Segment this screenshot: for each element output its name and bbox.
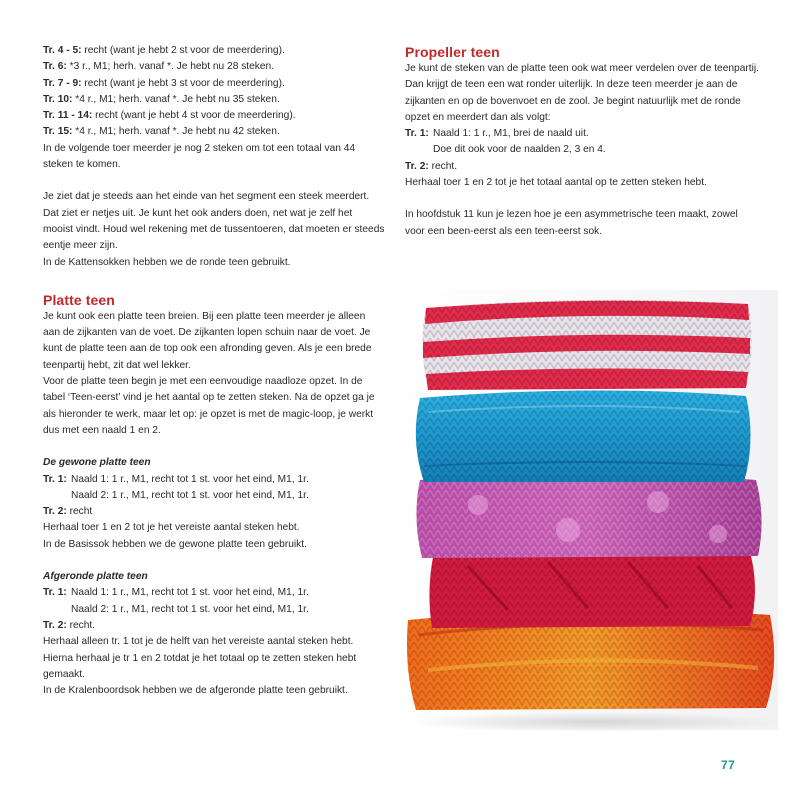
paragraph: Je kunt ook een platte teen breien. Bij een platte teen meerder je alleen aan de zijkanten van de voet. De zijkanten lopen schuin naar de voet. Je kunt de platte teen aan de top ook een afronding geven. Als je een brede teenpartij hebt, zit dat wel lekker. bbox=[43, 310, 372, 371]
section-title-platte-teen: Platte teen bbox=[43, 291, 115, 308]
sock-stack-illustration bbox=[398, 290, 778, 730]
increase-rows bbox=[43, 43, 385, 141]
subsection-title-gewone: De gewone platte teen bbox=[43, 457, 151, 469]
instruction-row: Tr. 1: Naald 1: 1 r., M1, brei de naald uit. bbox=[405, 128, 589, 140]
row-line: Tr. 6: *3 r., M1; herh. vanaf *. Je hebt nu 28 steken. bbox=[43, 61, 275, 73]
paragraph: In de Basissok hebben we de gewone platte teen gebruikt. bbox=[43, 538, 307, 550]
row-line: Tr. 15: *4 r., M1; herh. vanaf *. Je hebt nu 42 steken. bbox=[43, 126, 280, 138]
instruction-row: Tr. 2: recht. bbox=[405, 160, 458, 172]
subsection-title-afgeronde: Afgeronde platte teen bbox=[43, 571, 148, 583]
paragraph: Voor de platte teen begin je met een eenvoudige naadloze opzet. In de tabel ‘Teen-eerst’ vind je het aantal op te zetten steken. Na de opzet ga je als hieronder te werk, maar let op: je opzet is met de magic-loop, je werkt dus met een naald 1 en 2. bbox=[43, 376, 375, 436]
paragraph: In de Kralenboordsok hebben we de afgeronde platte teen gebruikt. bbox=[43, 685, 348, 697]
row-line: Tr. 10: *4 r., M1; herh. vanaf *. Je hebt nu 35 steken. bbox=[43, 93, 280, 105]
section-title-propeller-teen: Propeller teen bbox=[405, 44, 500, 60]
paragraph: Herhaal alleen tr. 1 tot je de helft van het vereiste aantal steken hebt. Hierna herhaal je tr 1 en 2 totdat je het totaal op te zetten steken hebt gemaakt. bbox=[43, 636, 357, 680]
purple-sock bbox=[416, 473, 761, 558]
paragraph: Je ziet dat je steeds aan het einde van het segment een steek meerdert. Dat ziet er netjes uit. Je kunt het ook anders doen, net wat je zelf het mooist vindt. Houd wel rekening met de tussentoeren, dat moeten er steeds eentje meer zijn. bbox=[43, 191, 385, 252]
paragraph: In hoofdstuk 11 kun je lezen hoe je een asymmetrische teen maakt, zowel voor een been-eerst als een teen-eerst sok. bbox=[405, 209, 738, 237]
paragraph: Je kunt de steken van de platte teen ook wat meer verdelen over de teenpartij. Dan krijgt de teen een wat ronder uiterlijk. In deze teen meerder je aan de zijkanten en op de bovenvoet en de zool. Je begint natuurlijk met de ronde opzet en meerdert dan als volgt: bbox=[405, 63, 759, 123]
instruction-row: Tr. 1: Naald 1: 1 r., M1, recht tot 1 st. voor het eind, M1, 1r. bbox=[43, 473, 309, 485]
striped-sock bbox=[422, 300, 751, 390]
right-column bbox=[405, 43, 760, 240]
left-column bbox=[43, 43, 385, 699]
paragraph: Herhaal toer 1 en 2 tot je het vereiste aantal steken hebt. bbox=[43, 522, 300, 534]
page-number: 77 bbox=[721, 758, 736, 772]
instruction-row: Tr. 2: recht bbox=[43, 506, 93, 518]
paragraph: In de Kattensokken hebben we de ronde teen gebruikt. bbox=[43, 256, 291, 268]
instruction-row: Tr. 2: recht. bbox=[43, 619, 96, 631]
blue-sock bbox=[416, 390, 751, 482]
row-line: Tr. 11 - 14: recht (want je hebt 4 st voor de meerdering). bbox=[43, 110, 296, 122]
paragraph: Herhaal toer 1 en 2 tot je het totaal aantal op te zetten steken hebt. bbox=[405, 177, 707, 189]
row-line: Tr. 7 - 9: recht (want je hebt 3 st voor de meerdering). bbox=[43, 77, 285, 89]
instruction-line: Doe dit ook voor de naalden 2, 3 en 4. bbox=[433, 144, 606, 156]
instruction-row: Tr. 1: Naald 1: 1 r., M1, recht tot 1 st. voor het eind, M1, 1r. bbox=[43, 587, 309, 599]
row-line: Tr. 4 - 5: recht (want je hebt 2 st voor de meerdering). bbox=[43, 45, 285, 56]
instruction-line: Naald 2: 1 r., M1, recht tot 1 st. voor het eind, M1, 1r. bbox=[71, 489, 309, 501]
instruction-line: Naald 2: 1 r., M1, recht tot 1 st. voor het eind, M1, 1r. bbox=[71, 603, 309, 615]
paragraph: In de volgende toer meerder je nog 2 steken om tot een totaal van 44 steken te komen. bbox=[43, 142, 356, 171]
